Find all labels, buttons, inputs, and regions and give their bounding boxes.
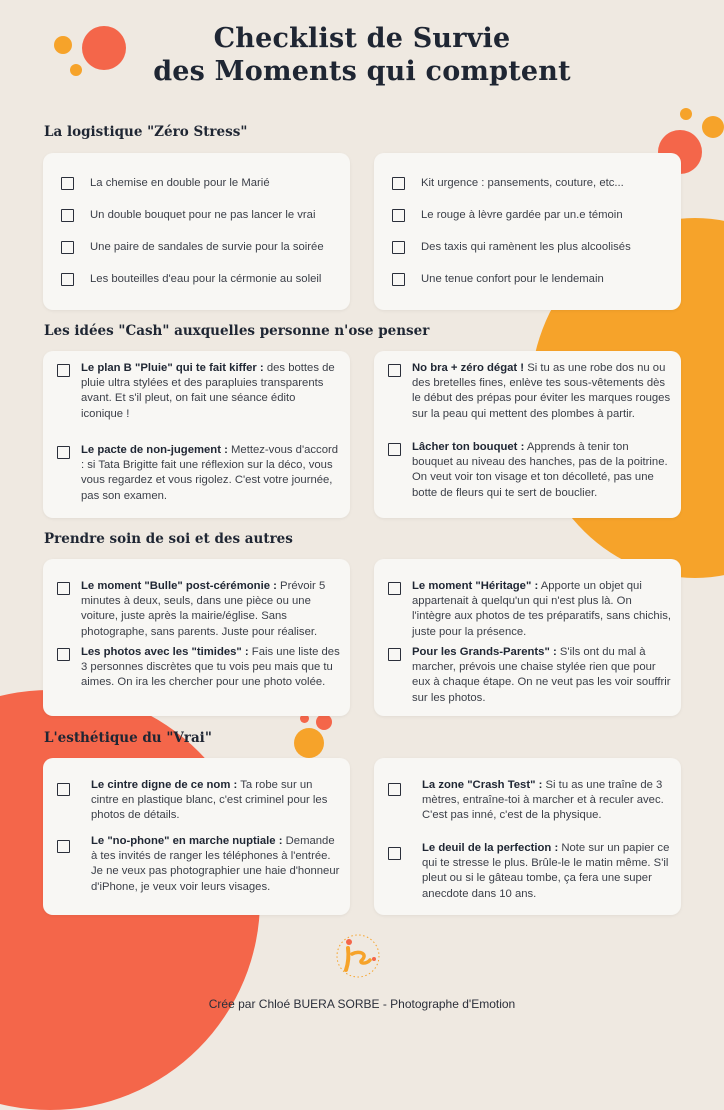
list-item[interactable] xyxy=(57,443,340,504)
list-item[interactable] xyxy=(392,207,671,223)
title-line-1: Checklist de Survie xyxy=(213,23,511,54)
checkbox[interactable] xyxy=(57,582,70,595)
list-item[interactable] xyxy=(57,645,340,691)
item-label: Le rouge à lèvre gardée par un.e témoin xyxy=(421,209,623,221)
item-label: Une paire de sandales de survie pour la soirée xyxy=(90,241,324,253)
item-label: Un double bouquet pour ne pas lancer le vrai xyxy=(90,209,316,221)
deco-dot-orange-topright-2 xyxy=(680,108,692,120)
item-heading: Les photos avec les "timides" : xyxy=(81,646,249,658)
checkbox[interactable] xyxy=(388,582,401,595)
deco-dot-red-bottom-2 xyxy=(316,714,332,730)
list-item[interactable] xyxy=(388,645,671,706)
item-label: Des taxis qui ramènent les plus alcoolisés xyxy=(421,241,631,253)
checkbox[interactable] xyxy=(61,209,74,222)
deco-dot-orange-topright-1 xyxy=(702,116,724,138)
checkbox[interactable] xyxy=(61,177,74,190)
list-item[interactable] xyxy=(388,579,671,640)
item-heading: Le deuil de la perfection : xyxy=(422,842,559,854)
checkbox[interactable] xyxy=(57,840,70,853)
list-item[interactable] xyxy=(57,778,340,824)
checkbox[interactable] xyxy=(388,847,401,860)
card-esthetique-right xyxy=(374,758,681,915)
list-item[interactable] xyxy=(57,361,340,422)
checkbox[interactable] xyxy=(57,648,70,661)
item-heading: Le pacte de non-jugement : xyxy=(81,444,228,456)
card-cash-right xyxy=(374,351,681,518)
list-item[interactable] xyxy=(392,175,671,191)
photographer-logo-icon xyxy=(328,932,388,984)
item-text: Apprends à tenir ton bouquet au niveau des hanches, pas de la poitrine. On veut voir ton visage et ton décolleté, pas une botte de fleurs qui te sert de bouclier. xyxy=(412,441,668,499)
item-text: Si tu as une traîne de 3 mètres, entraîne-toi à marcher et à reculer avec. C'est pas inné, c'est de la physique. xyxy=(422,779,664,822)
section-title-logistique: La logistique "Zéro Stress" xyxy=(44,124,248,140)
item-text: des bottes de pluie ultra stylées et des parapluies transparents avant. Et s'il pleut, on fait une séance édito iconique ! xyxy=(81,362,335,420)
card-logistique-right xyxy=(374,153,681,310)
deco-dot-orange-bottom-1 xyxy=(294,728,324,758)
checkbox[interactable] xyxy=(388,364,401,377)
title-line-2: des Moments qui comptent xyxy=(153,56,571,87)
list-item[interactable] xyxy=(388,440,671,501)
item-label: Kit urgence : pansements, couture, etc... xyxy=(421,177,624,189)
checkbox[interactable] xyxy=(392,209,405,222)
card-soin-right xyxy=(374,559,681,716)
item-heading: Le "no-phone" en marche nuptiale : xyxy=(91,835,283,847)
section-title-soin: Prendre soin de soi et des autres xyxy=(44,531,293,547)
item-text: Note sur un papier ce qui te stresse le plus. Brûle-le le matin même. S'il pleut ou si le gâteau tombe, ça fera une super anecdote dans 10 ans. xyxy=(422,842,670,900)
card-cash-left xyxy=(43,351,350,518)
checkbox[interactable] xyxy=(57,446,70,459)
list-item[interactable] xyxy=(388,361,671,422)
checkbox[interactable] xyxy=(388,648,401,661)
item-heading: No bra + zéro dégat ! xyxy=(412,362,525,374)
list-item[interactable] xyxy=(61,271,340,287)
list-item[interactable] xyxy=(61,239,340,255)
item-text: S'ils ont du mal à marcher, prévois une chaise stylée rien que pour eux à chaque étape. On ne veut pas les voir souffrir sur les photos. xyxy=(412,646,671,704)
item-label: Une tenue confort pour le lendemain xyxy=(421,273,604,285)
list-item[interactable] xyxy=(61,207,340,223)
item-heading: Le cintre digne de ce nom : xyxy=(91,779,238,791)
section-title-cash: Les idées "Cash" auxquelles personne n'ose penser xyxy=(44,323,430,339)
checkbox[interactable] xyxy=(392,241,405,254)
list-item[interactable] xyxy=(392,271,671,287)
card-logistique-left xyxy=(43,153,350,310)
item-label: La chemise en double pour le Marié xyxy=(90,177,270,189)
checkbox[interactable] xyxy=(392,273,405,286)
checkbox[interactable] xyxy=(388,443,401,456)
item-label: Les bouteilles d'eau pour la cérmonie au soleil xyxy=(90,273,322,285)
checkbox[interactable] xyxy=(61,241,74,254)
checkbox[interactable] xyxy=(388,783,401,796)
item-heading: Le moment "Bulle" post-cérémonie : xyxy=(81,580,277,592)
item-text: Prévoir 5 minutes à deux, seuls, dans une pièce ou une voiture, juste après la mairie/église. Sans photographe, sans parents. Juste pour réaliser. xyxy=(81,580,326,638)
item-text: Ta robe sur un cintre en plastique blanc, c'est criminel pour les photos de détails. xyxy=(91,779,328,822)
checkbox[interactable] xyxy=(57,364,70,377)
checkbox[interactable] xyxy=(61,273,74,286)
item-text: Apporte un objet qui appartenait à quelqu'un qui n'est plus là. On l'intègre aux photos de tes préparatifs, sans chichis, juste pour la présence. xyxy=(412,580,671,638)
section-title-esthetique: L'esthétique du "Vrai" xyxy=(44,730,212,746)
item-heading: Lâcher ton bouquet : xyxy=(412,441,525,453)
card-esthetique-left xyxy=(43,758,350,915)
item-text: Demande à tes invités de ranger les téléphones à l'entrée. Je ne veux pas photographier une haie d'honneur d'iPhone, je veux voir leurs visages. xyxy=(91,835,340,893)
item-text: Mettez-vous d'accord : si Tata Brigitte fait une réflexion sur la déco, vous vous regardez et vous rigolez. C'est votre journée, pas son examen. xyxy=(81,444,339,502)
list-item[interactable] xyxy=(392,239,671,255)
item-heading: Le moment "Héritage" : xyxy=(412,580,539,592)
card-soin-left xyxy=(43,559,350,716)
item-text: Si tu as une robe dos nu ou des bretelles fines, enlève tes sous-vêtements dès le début des prépas pour éviter les marques rouges sur la peau qui mettent des plombes à partir. xyxy=(412,362,671,420)
checkbox[interactable] xyxy=(57,783,70,796)
list-item[interactable] xyxy=(57,579,340,640)
list-item[interactable] xyxy=(57,834,340,895)
list-item[interactable] xyxy=(61,175,340,191)
item-heading: Pour les Grands-Parents" : xyxy=(412,646,557,658)
item-heading: La zone "Crash Test" : xyxy=(422,779,543,791)
item-text: Fais une liste des 3 personnes discrètes que tu vois peu mais que tu aimes. On ira les chercher pour une photo volée. xyxy=(81,646,340,689)
footer-credit: Crée par Chloé BUERA SORBE - Photographe d'Emotion xyxy=(208,997,516,1011)
list-item[interactable] xyxy=(388,841,671,902)
item-heading: Le plan B "Pluie" qui te fait kiffer : xyxy=(81,362,264,374)
checkbox[interactable] xyxy=(392,177,405,190)
list-item[interactable] xyxy=(388,778,671,824)
page-title xyxy=(0,22,724,88)
